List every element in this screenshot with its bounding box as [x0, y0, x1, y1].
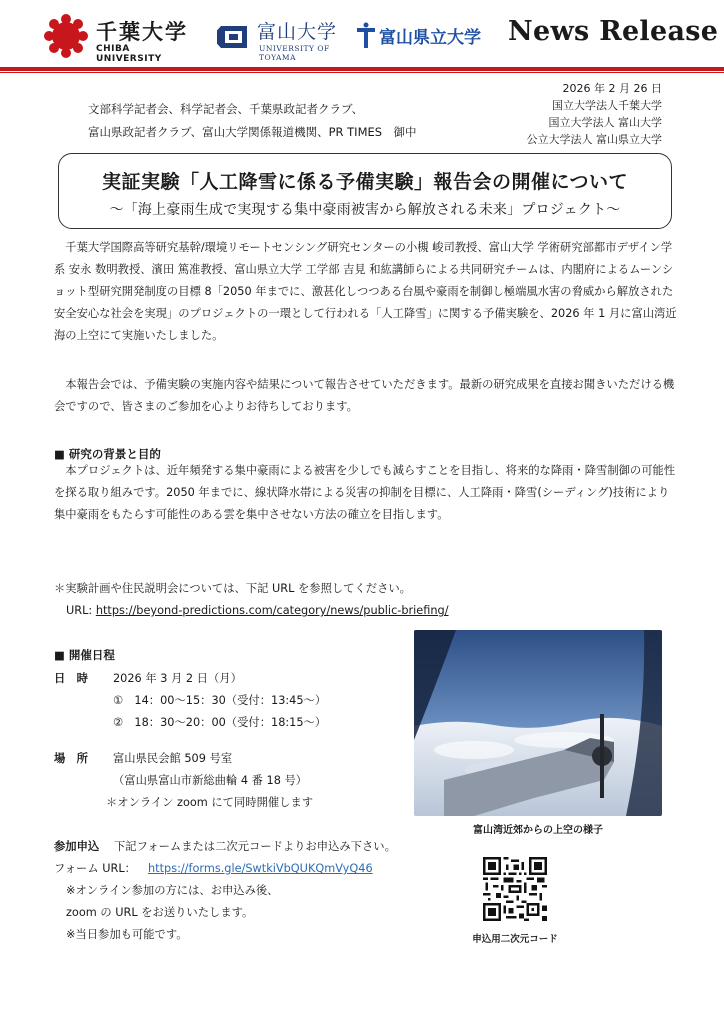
chiba-logo-en: CHIBA UNIVERSITY [96, 44, 162, 64]
qr-code-icon[interactable] [483, 857, 547, 921]
schedule-heading: ■ 開催日程 [54, 648, 115, 662]
intro-paragraph-2: 本報告会では、予備実験の実施内容や結果について報告させていただきます。最新の研究成果を直接お聞きいただける機会ですので、皆さまのご参加を心よりお待ちしております。 [54, 378, 675, 413]
chiba-university-logo [44, 14, 194, 64]
venue-address: （富山県富山市新総曲輪 4 番 18 号） [113, 774, 308, 787]
photo-caption: 富山湾近郊からの上空の様子 [473, 825, 603, 836]
toyama-logo-jp: 富山大学 [257, 21, 338, 43]
intro-paragraph-1: 千葉大学国際高等研究基幹/環境リモートセンシング研究センターの小槻 峻司教授、富山大学 学術研究部都市デザイン学系 安永 数明教授、濱田 篤准教授、富山県立大学 工学部 吉見 和紘講師らによる共同研究チームは、内閣府によるムーンショット型研究開発制度の目標 8「2050 年までに、激甚化しつつある台風や豪雨を制御し極端風水害の脅威から解放された安全安心な社会を実現」のプロジェクトの一環として行われる「人工降雪」に関する予備実験を、2026 年 1 月に富山湾近海の上空にて実施いたしました。 [54, 241, 677, 342]
issuers [422, 80, 662, 148]
page-subtitle: ～「海上豪雨生成で実現する集中豪雨被害から解放される未来」プロジェクト～ [109, 202, 621, 218]
header-divider-thin [0, 72, 724, 73]
apply-note-2: zoom の URL をお送りいたします。 [66, 906, 254, 919]
issuer-line-3: 公立大学法人 富山県立大学 [526, 133, 662, 146]
note-text: ＊実験計画や住民説明会については、下記 URL を参照してください。 [54, 582, 411, 595]
qr-caption: 申込用二次元コード [472, 934, 558, 945]
chiba-logo-jp: 千葉大学 [96, 20, 188, 44]
page-title: 実証実験「人工降雪に係る予備実験」報告会の開催について [101, 171, 629, 193]
recipients-line-2: 富山県政記者クラブ、富山大学関係報道機関、PR TIMES 御中 [88, 125, 417, 139]
apply-note-1: ※オンライン参加の方には、お申込み後、 [66, 884, 279, 897]
toyama-mark-icon [207, 20, 251, 54]
venue-name: 富山県民会館 509 号室 [113, 752, 233, 765]
form-url-label: フォーム URL： [54, 862, 136, 875]
form-url-link[interactable]: https://forms.gle/SwtkiVbQUKQmVyQ46 [148, 862, 373, 875]
background-paragraph: 本プロジェクトは、近年頻発する集中豪雨による被害を少しでも減らすことを目指し、将来的な降雨・降雪制御の可能性を探る取り組みです。2050 年までに、線状降水帯による災害の抑制を目標に、人工降雨・降雪(シーディング)技術により集中豪雨をもたらす可能性のある雲を集中させない方法の確立を目指します。 [54, 464, 676, 521]
recipients-line-1: 文部科学記者会、科学記者会、千葉県政記者クラブ、 [88, 102, 364, 116]
apply-label: 参加申込 [54, 840, 100, 853]
news-release-heading: News Release [508, 16, 719, 47]
date-label: 日 時 [54, 672, 88, 685]
online-note: ＊オンライン zoom にて同時開催します [106, 796, 314, 809]
apply-text: 下記フォームまたは二次元コードよりお申込み下さい。 [114, 840, 396, 853]
note-url-label: URL: [66, 604, 96, 617]
toyama-prefectural-university-logo [355, 20, 500, 54]
session-1-time: ① 14：00～15：30（受付：13:45～） [113, 694, 327, 707]
apply-note-3: ※当日参加も可能です。 [66, 928, 188, 941]
aerial-photo [414, 630, 662, 816]
session-2-time: ② 18：30～20：00（受付：18:15～） [113, 716, 327, 729]
chiba-seal-icon [44, 14, 88, 58]
place-label: 場 所 [54, 752, 88, 765]
background-heading: ■ 研究の背景と目的 [54, 447, 161, 461]
pref-logo-jp: 富山県立大学 [379, 28, 481, 48]
note-url-line [66, 600, 449, 622]
aerial-photo-image [414, 630, 662, 816]
pref-mark-icon [355, 22, 377, 50]
issuer-line-2: 国立大学法人 富山大学 [548, 116, 662, 129]
briefing-url-link[interactable]: https://beyond-predictions.com/category/news/public-briefing/ [95, 604, 449, 617]
university-of-toyama-logo [207, 16, 352, 62]
header-divider [0, 67, 724, 71]
release-date: 2026 年 2 月 26 日 [562, 82, 662, 95]
event-date: 2026 年 3 月 2 日（月） [113, 672, 242, 685]
toyama-logo-en: UNIVERSITY OF TOYAMA [259, 44, 330, 62]
issuer-line-1: 国立大学法人千葉大学 [552, 99, 662, 112]
